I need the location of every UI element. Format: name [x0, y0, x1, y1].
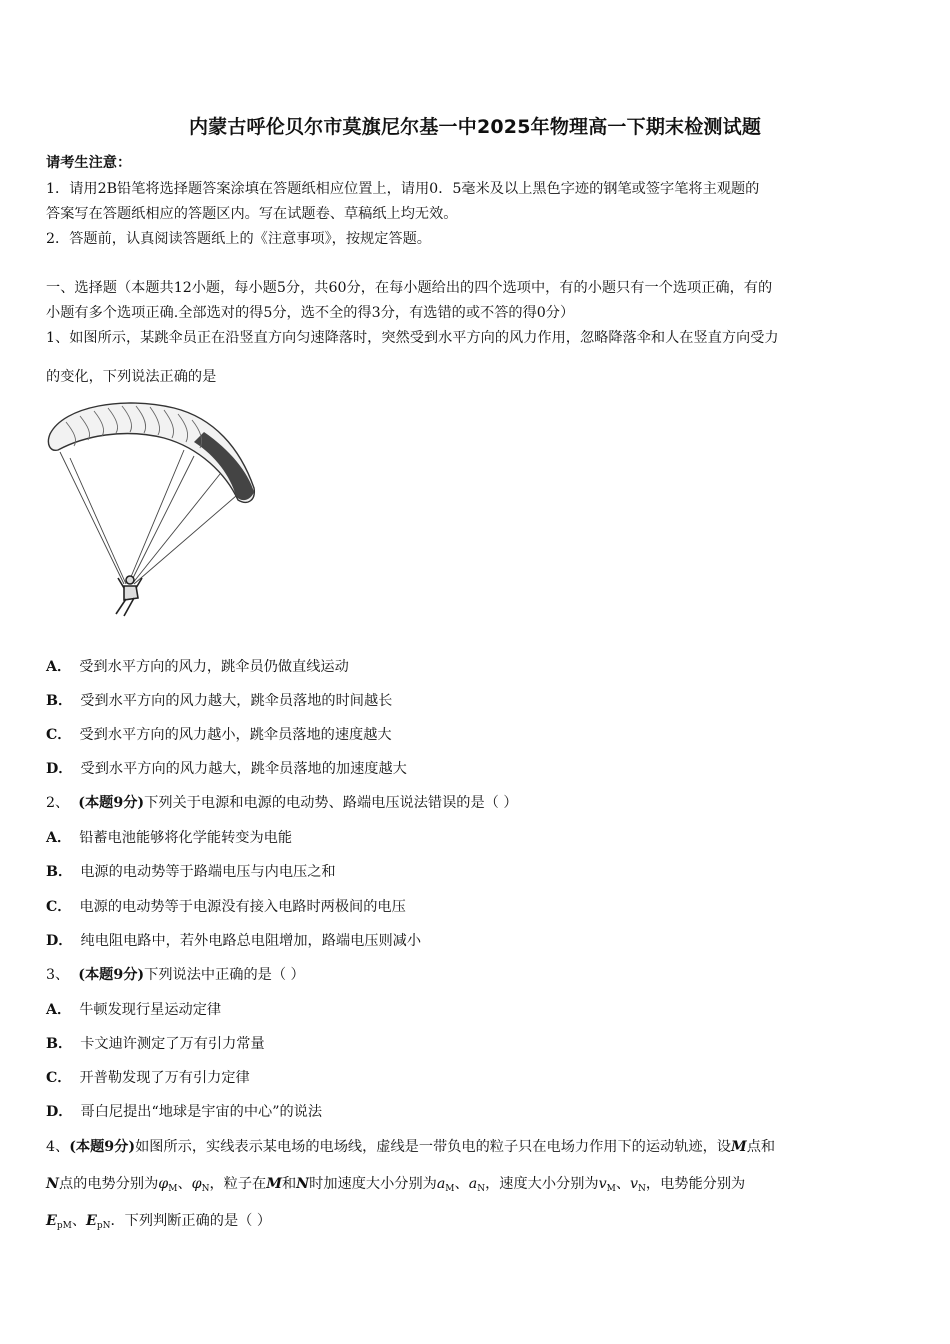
- q4-stem-2: N点的电势分别为$\varphi_M$、$\varphi_N$，粒子在M和N时加速度大小分别为$a_M$、$a_N$，速度大小分别为$v_M$、$v_N$，电势能分别为: [46, 1176, 746, 1194]
- section-header-1: 一、选择题（本题共12小题，每小题5分，共60分，在每小题给出的四个选项中，有的小题只有一个选项正确，有的: [46, 280, 773, 296]
- notice-heading: 请考生注意：: [46, 155, 132, 171]
- q3-option-d: D． 哥白尼提出“地球是宇宙的中心”的说法: [46, 1104, 323, 1120]
- q1-option-b: B． 受到水平方向的风力越大，跳伞员落地的时间越长: [46, 693, 393, 709]
- q2-option-b: B． 电源的电动势等于路端电压与内电压之和: [46, 864, 336, 880]
- q1-option-d: D． 受到水平方向的风力越大，跳伞员落地的加速度越大: [46, 761, 407, 777]
- q4-stem-3: $E_{pM}$、$E_{pN}$．下列判断正确的是（ ）: [46, 1213, 272, 1231]
- q3-option-c: C． 开普勒发现了万有引力定律: [46, 1070, 250, 1086]
- section-header-2: 小题有多个选项正确.全部选对的得5分，选不全的得3分，有选错的或不答的得0分）: [46, 305, 575, 321]
- parachute-canopy-icon: [48, 403, 254, 502]
- skydiver-icon: [116, 576, 142, 616]
- notice-line-1b: 答案写在答题纸相应的答题区内。写在试题卷、草稿纸上均无效。: [46, 206, 458, 222]
- q3-option-b: B． 卡文迪许测定了万有引力常量: [46, 1036, 265, 1052]
- q4-stem-1: 4、(本题9分)如图所示，实线表示某电场的电场线，虚线是一带负电的粒子只在电场力作用下的运动轨迹，设M点和: [46, 1139, 776, 1155]
- q2-stem: 2、 (本题9分)下列关于电源和电源的电动势、路端电压说法错误的是（ ）: [46, 795, 518, 811]
- q1-option-c: C． 受到水平方向的风力越小，跳伞员落地的速度越大: [46, 727, 392, 743]
- notice-line-2: 2．答题前，认真阅读答题纸上的《注意事项》，按规定答题。: [46, 231, 431, 247]
- q2-option-a: A． 铅蓄电池能够将化学能转变为电能: [46, 830, 293, 846]
- q1-stem-2: 的变化，下列说法正确的是: [46, 369, 217, 385]
- q1-option-a: A． 受到水平方向的风力，跳伞员仍做直线运动: [46, 659, 349, 675]
- notice-line-1a: 1．请用2B铅笔将选择题答案涂填在答题纸相应位置上，请用0．5毫米及以上黑色字迹的钢笔或签字笔将主观题的: [46, 181, 760, 197]
- suspension-lines: [60, 450, 236, 584]
- q2-option-d: D． 纯电阻电路中，若外电路总电阻增加，路端电压则减小: [46, 933, 422, 949]
- q1-stem-1: 1、如图所示，某跳伞员正在沿竖直方向匀速降落时，突然受到水平方向的风力作用，忽略降落伞和人在竖直方向受力: [46, 330, 779, 346]
- q3-stem: 3、 (本题9分)下列说法中正确的是（ ）: [46, 967, 305, 983]
- page-title: 内蒙古呼伦贝尔市莫旗尼尔基一中2025年物理高一下期末检测试题: [188, 116, 762, 138]
- q2-option-c: C． 电源的电动势等于电源没有接入电路时两极间的电压: [46, 899, 406, 915]
- paraglider-figure: [44, 392, 260, 622]
- q3-option-a: A． 牛顿发现行星运动定律: [46, 1002, 222, 1018]
